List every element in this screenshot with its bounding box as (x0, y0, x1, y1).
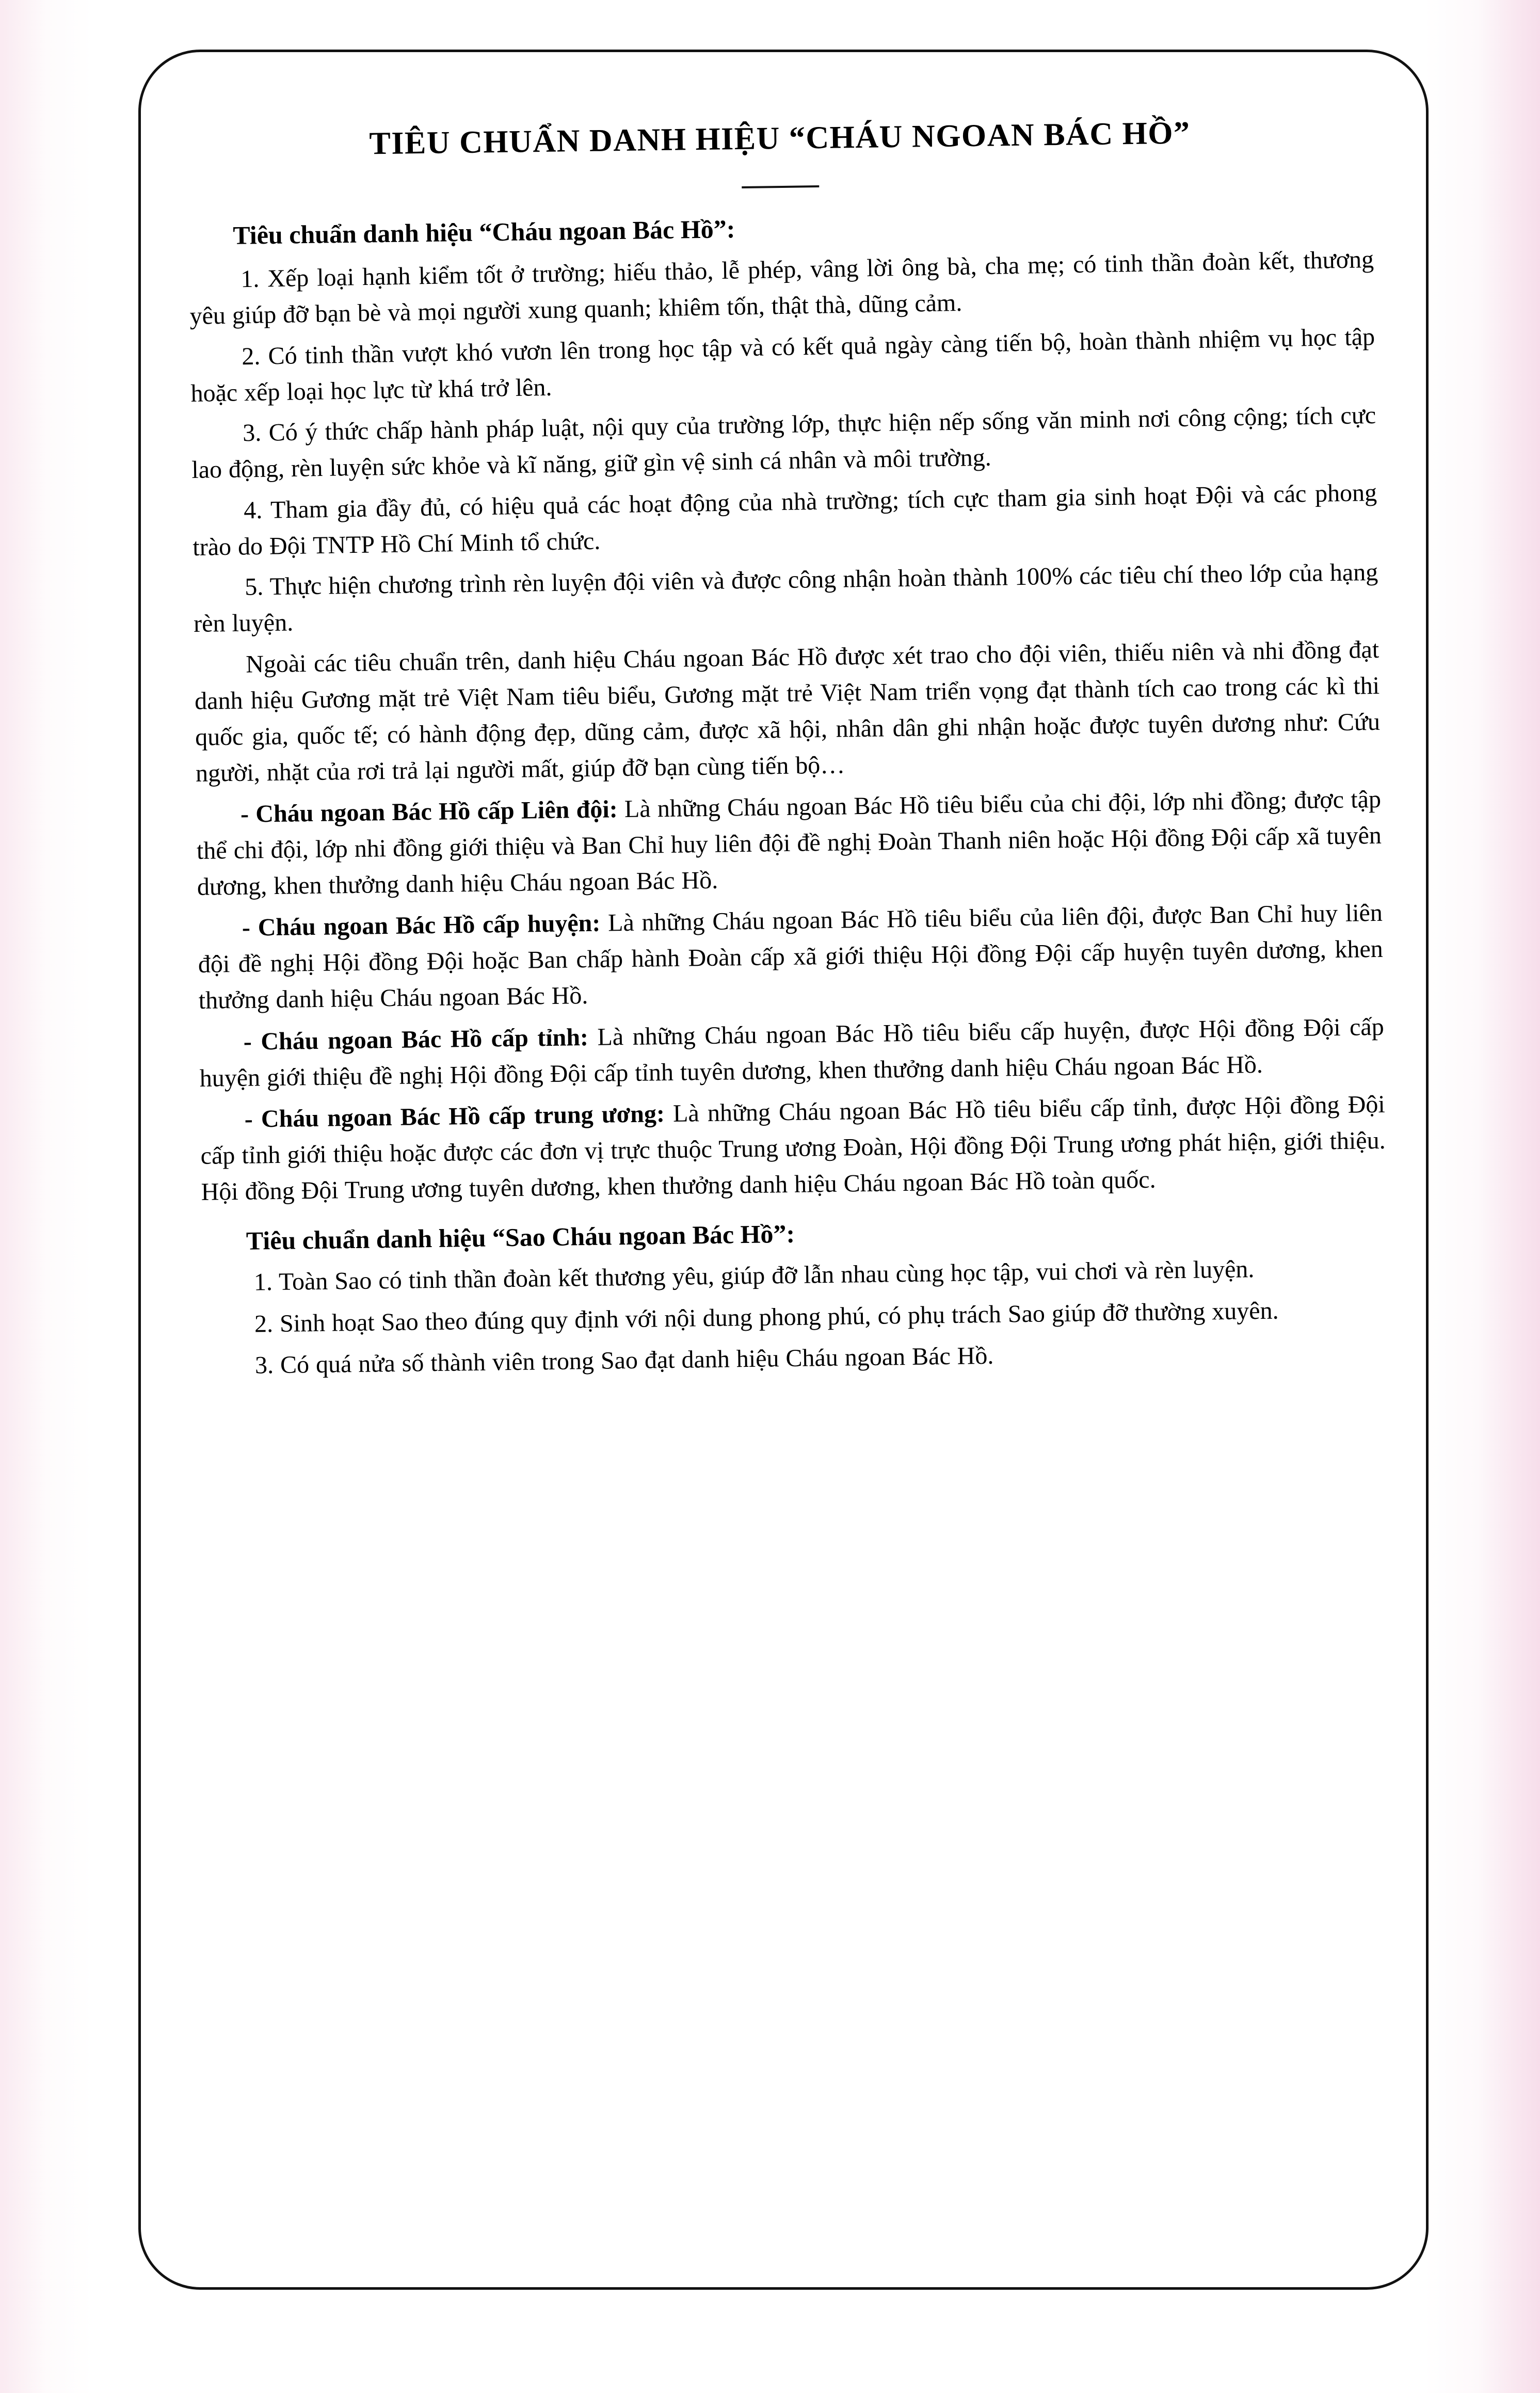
page-title: TIÊU CHUẨN DANH HIỆU “CHÁU NGOAN BÁC HỒ” (369, 115, 1191, 162)
title-divider (188, 164, 1373, 204)
scan-edge-left (0, 0, 46, 2393)
level-item-trung-uong (200, 1087, 1386, 1210)
sao-criterion-item-2: 2. Sinh hoạt Sao theo đúng quy định với nội dung phong phú, có phụ trách Sao giúp đỡ thường xuyên. (254, 1297, 1279, 1338)
criterion-item-2: 2. Có tinh thần vượt khó vươn lên trong học tập và có kết quả ngày càng tiến bộ, hoàn thành nhiệm vụ học tập hoặc xếp loại học lực từ khá trở lên. (190, 323, 1375, 408)
level-body-tinh: Là những Cháu ngoan Bác Hồ tiêu biểu cấp huyện, được Hội đồng Đội cấp huyện giới thiệu đề nghị Hội đồng Đội cấp tỉnh tuyên dương, khen thưởng danh hiệu Cháu ngoan Bác Hồ. (199, 1013, 1384, 1092)
divider-line (742, 185, 819, 188)
criterion-item-5: 5. Thực hiện chương trình rèn luyện đội viên và được công nhận hoàn thành 100% các tiêu chí theo lớp của hạng rèn luyện. (193, 558, 1378, 637)
level-item-lien-doi (196, 781, 1383, 905)
level-body-trung-uong: Là những Cháu ngoan Bác Hồ tiêu biểu cấp tỉnh, được Hội đồng Đội cấp tỉnh giới thiệu hoặc được các đơn vị trực thuộc Trung ương Đoàn, Hội đồng Đội Trung ương phát hiện, giới thiệu. Hội đồng Đội Trung ương tuyên dương, khen thưởng danh hiệu Cháu ngoan Bác Hồ toàn quốc. (200, 1090, 1386, 1206)
scan-edge-right (1478, 0, 1540, 2393)
level-body-lien-doi: Là những Cháu ngoan Bác Hồ tiêu biểu của chi đội, lớp nhi đồng; được tập thể chi đội, lớp nhi đồng giới thiệu và Ban Chỉ huy liên đội đề nghị Đoàn Thanh niên hoặc Hội đồng Đội cấp xã tuyên dương, khen thưởng danh hiệu Cháu ngoan Bác Hồ. (196, 785, 1382, 901)
level-label-lien-doi: - Cháu ngoan Bác Hồ cấp Liên đội: (240, 795, 618, 828)
level-label-huyen: - Cháu ngoan Bác Hồ cấp huyện: (242, 910, 601, 942)
criterion-item-3: 3. Có ý thức chấp hành pháp luật, nội quy của trường lớp, thực hiện nếp sống văn minh nơi công cộng; tích cực lao động, rèn luyện sức khỏe và kĩ năng, giữ gìn vệ sinh cá nhân và môi trường. (191, 402, 1376, 484)
level-item-huyen (198, 895, 1384, 1019)
document-content (155, 90, 1432, 2269)
criterion-item-1: 1. Xếp loại hạnh kiểm tốt ở trường; hiếu thảo, lễ phép, vâng lời ông bà, cha mẹ; có tinh thần đoàn kết, thương yêu giúp đỡ bạn bè và mọi người xung quanh; khiêm tốn, thật thà, dũng cảm. (189, 245, 1374, 330)
level-body-huyen: Là những Cháu ngoan Bác Hồ tiêu biểu của liên đội, được Ban Chỉ huy liên đội đề nghị Hội đồng Đội hoặc Ban chấp hành Đoàn cấp xã giới thiệu Hội đồng Đội cấp huyện tuyên dương, khen thưởng danh hiệu Cháu ngoan Bác Hồ. (198, 899, 1384, 1015)
level-label-trung-uong: - Cháu ngoan Bác Hồ cấp trung ương: (244, 1099, 665, 1133)
sao-criterion-item-1: 1. Toàn Sao có tinh thần đoàn kết thương yêu, giúp đỡ lẫn nhau cùng học tập, vui chơi và rèn luyện. (253, 1255, 1255, 1296)
additional-note-paragraph: Ngoài các tiêu chuẩn trên, danh hiệu Cháu ngoan Bác Hồ được xét trao cho đội viên, thiếu niên và nhi đồng đạt danh hiệu Gương mặt trẻ Việt Nam tiêu biểu, Gương mặt trẻ Việt Nam triển vọng đạt thành tích cao trong các kì thi quốc gia, quốc tế; có hành động đẹp, dũng cảm, được xã hội, nhân dân ghi nhận hoặc được tuyên dương như: Cứu người, nhặt của rơi trả lại người mất, giúp đỡ bạn cùng tiến bộ… (194, 635, 1381, 787)
section-heading-1: Tiêu chuẩn danh hiệu “Cháu ngoan Bác Hồ”: (233, 214, 735, 250)
level-label-tinh: - Cháu ngoan Bác Hồ cấp tỉnh: (243, 1023, 589, 1056)
sao-criterion-item-3: 3. Có quá nửa số thành viên trong Sao đạt danh hiệu Cháu ngoan Bác Hồ. (254, 1342, 994, 1379)
level-item-tinh (199, 1009, 1385, 1096)
section-heading-2: Tiêu chuẩn danh hiệu “Sao Cháu ngoan Bác Hồ”: (246, 1219, 795, 1255)
criterion-item-4: 4. Tham gia đầy đủ, có hiệu quả các hoạt động của nhà trường; tích cực tham gia sinh hoạt Đội và các phong trào do Đội TNTP Hồ Chí Minh tổ chức. (192, 479, 1377, 562)
